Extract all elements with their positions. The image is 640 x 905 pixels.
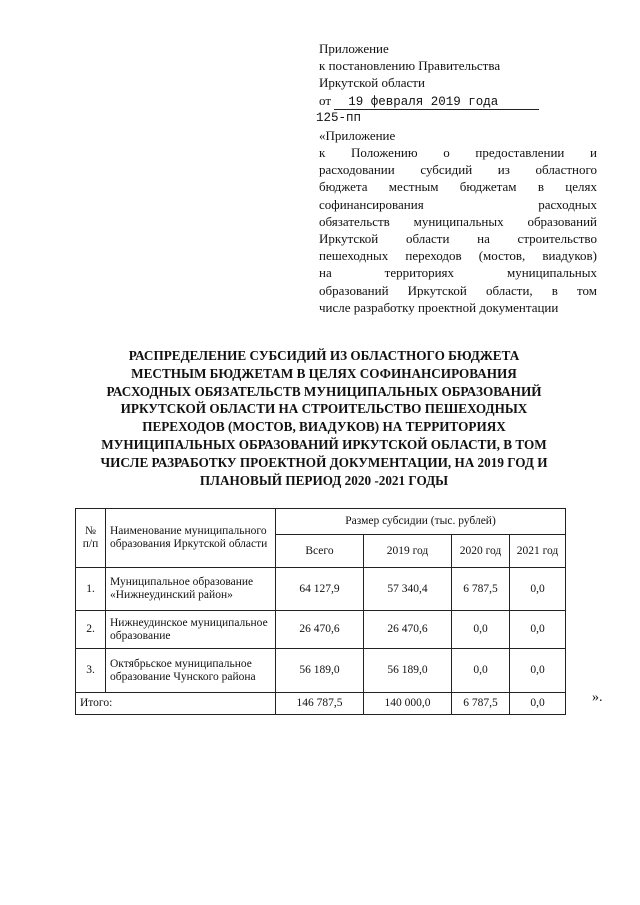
- annex-block: [316, 40, 597, 316]
- title-line: ПЛАНОВЫЙ ПЕРИОД 2020 -2021 ГОДЫ: [199, 472, 449, 488]
- row-2019: 57 340,4: [364, 568, 452, 611]
- annex-body-line: бюджета местным бюджетам в целях: [319, 179, 597, 195]
- title-line: МЕСТНЫМ БЮДЖЕТАМ В ЦЕЛЯХ СОФИНАНСИРОВАНИЯ: [131, 365, 517, 381]
- total-2021: 0,0: [510, 693, 566, 715]
- title-line: РАСПРЕДЕЛЕНИЕ СУБСИДИЙ ИЗ ОБЛАСТНОГО БЮДЖЕТА: [128, 348, 520, 363]
- annex-date-value: 19 февраля 2019 года: [334, 95, 539, 110]
- row-total: 64 127,9: [276, 568, 364, 611]
- annex-number: 125-пп: [316, 110, 362, 125]
- header-2021: 2021 год: [510, 535, 566, 568]
- header-2019: 2019 год: [364, 535, 452, 568]
- row-2019: 26 470,6: [364, 611, 452, 649]
- annex-date-prefix: от: [319, 92, 332, 108]
- table-row: [76, 649, 566, 693]
- header-number: № п/п: [76, 509, 106, 568]
- row-2021: 0,0: [510, 568, 566, 611]
- closing-quote-mark: ».: [592, 690, 603, 705]
- row-2021: 0,0: [510, 611, 566, 649]
- row-2020: 6 787,5: [452, 568, 510, 611]
- header-subsidy-amount: Размер субсидии (тыс. рублей): [276, 509, 566, 535]
- row-2020: 0,0: [452, 649, 510, 693]
- header-2020: 2020 год: [452, 535, 510, 568]
- table-row: [76, 611, 566, 649]
- title-line: ИРКУТСКОЙ ОБЛАСТИ НА СТРОИТЕЛЬСТВО ПЕШЕХОДНЫХ: [120, 401, 528, 417]
- annex-body-line: расходовании субсидий из областного: [319, 162, 597, 178]
- row-name: Нижнеудинское муниципальное образование: [106, 611, 276, 649]
- row-number: 3.: [76, 649, 106, 693]
- header-total: Всего: [276, 535, 364, 568]
- title-line: РАСХОДНЫХ ОБЯЗАТЕЛЬСТВ МУНИЦИПАЛЬНЫХ ОБРАЗОВАНИЙ: [106, 383, 542, 399]
- table-total-row: [76, 693, 566, 715]
- row-name: Октябрьское муниципальное образование Чунского района: [106, 649, 276, 693]
- row-number: 2.: [76, 611, 106, 649]
- row-2020: 0,0: [452, 611, 510, 649]
- total-sum: 146 787,5: [276, 693, 364, 715]
- title-line: МУНИЦИПАЛЬНЫХ ОБРАЗОВАНИЙ ИРКУТСКОЙ ОБЛАСТИ, В ТОМ: [101, 436, 547, 452]
- annex-body-line: Иркутской области на строительство: [319, 231, 597, 247]
- row-total: 56 189,0: [276, 649, 364, 693]
- annex-line-2: к постановлению Правительства: [319, 58, 501, 74]
- row-2021: 0,0: [510, 649, 566, 693]
- total-2020: 6 787,5: [452, 693, 510, 715]
- header-name: Наименование муниципального образования Иркутской области: [106, 509, 276, 568]
- document-title: [80, 347, 568, 489]
- table-header-row: [76, 509, 566, 535]
- annex-body-line: обязательств муниципальных образований: [319, 213, 597, 229]
- row-total: 26 470,6: [276, 611, 364, 649]
- row-number: 1.: [76, 568, 106, 611]
- annex-body-line: числе разработку проектной документации: [319, 299, 559, 315]
- annex-body-line: образований Иркутской области, в том: [319, 282, 597, 298]
- row-name: Муниципальное образование «Нижнеудинский район»: [106, 568, 276, 611]
- total-2019: 140 000,0: [364, 693, 452, 715]
- annex-date-row: [319, 92, 597, 110]
- annex-line-3: Иркутской области: [319, 75, 425, 91]
- total-label: Итого:: [76, 693, 276, 715]
- annex-body-line: на территориях муниципальных: [319, 265, 597, 281]
- subsidy-table: [75, 508, 566, 715]
- annex-body-line: софинансирования расходных: [319, 196, 597, 212]
- annex-line-1: Приложение: [319, 41, 389, 56]
- row-2019: 56 189,0: [364, 649, 452, 693]
- annex-body-line: к Положению о предоставлении и: [319, 145, 597, 161]
- table-row: [76, 568, 566, 611]
- title-line: ЧИСЛЕ РАЗРАБОТКУ ПРОЕКТНОЙ ДОКУМЕНТАЦИИ, НА 2019 ГОД И: [100, 454, 548, 470]
- annex-body-line: пешеходных переходов (мостов, виадуков): [319, 248, 597, 264]
- annex-sub-heading: «Приложение: [319, 127, 396, 143]
- title-line: ПЕРЕХОДОВ (МОСТОВ, ВИАДУКОВ) НА ТЕРРИТОРИЯХ: [142, 419, 506, 435]
